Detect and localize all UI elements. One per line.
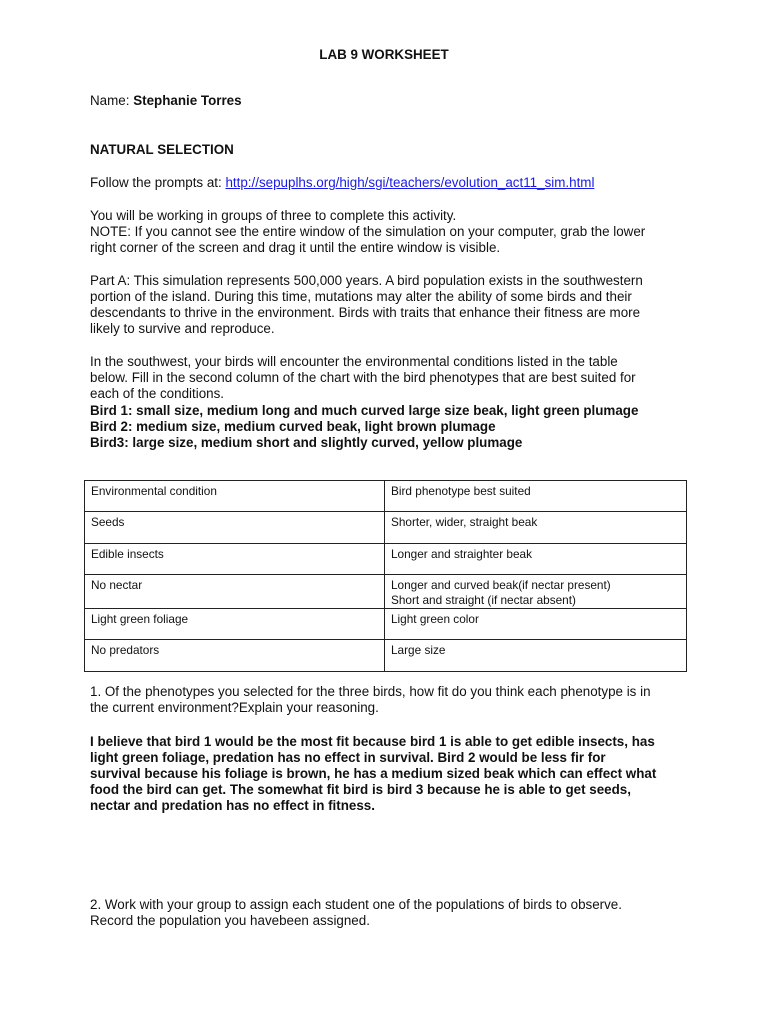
- question-2-line-2: Record the population you havebeen assigned.: [90, 913, 370, 928]
- prompt-label: Follow the prompts at:: [90, 175, 222, 190]
- name-label: Name:: [90, 93, 130, 108]
- answer-1-line-5: nectar and predation has no effect in fitness.: [90, 798, 375, 813]
- part-a-line-1: Part A: This simulation represents 500,000 years. A bird population exists in the southwestern: [90, 273, 643, 288]
- answer-1-line-4: food the bird can get. The somewhat fit bird is bird 3 because he is able to get seeds,: [90, 782, 631, 797]
- section-heading: NATURAL SELECTION: [90, 142, 234, 157]
- condition-cell: No predators: [85, 640, 385, 672]
- table-row: [85, 544, 687, 575]
- bird-1-description: Bird 1: small size, medium long and much curved large size beak, light green plumage: [90, 403, 639, 418]
- condition-cell: Edible insects: [85, 544, 385, 575]
- question-1-line-1: 1. Of the phenotypes you selected for the three birds, how fit do you think each phenotype is in: [90, 684, 651, 699]
- part-a-line-3: descendants to thrive in the environment. Birds with traits that enhance their fitness are more: [90, 305, 641, 320]
- intro-line-1: You will be working in groups of three to complete this activity.: [90, 208, 457, 223]
- instructions-line-2: below. Fill in the second column of the chart with the bird phenotypes that are best suited for: [90, 370, 636, 385]
- answer-1-line-1: I believe that bird 1 would be the most fit because bird 1 is able to get edible insects, has: [90, 734, 655, 749]
- name-line: [90, 93, 242, 109]
- intro-line-3: right corner of the screen and drag it until the entire window is visible.: [90, 240, 501, 255]
- part-a-line-4: likely to survive and reproduce.: [90, 321, 275, 336]
- phenotype-line: Longer and curved beak(if nectar present): [391, 578, 611, 592]
- table-row: [85, 512, 687, 544]
- answer-1-line-2: light green foliage, predation has no effect in survival. Bird 2 would be less fir for: [90, 750, 606, 765]
- question-1-line-2: the current environment?Explain your reasoning.: [90, 700, 379, 715]
- table-row: [85, 575, 687, 609]
- worksheet-title: LAB 9 WORKSHEET: [319, 47, 449, 62]
- condition-cell: Seeds: [85, 512, 385, 544]
- table-header-row: [85, 481, 687, 512]
- instructions-line-3: each of the conditions.: [90, 386, 224, 401]
- condition-cell: No nectar: [85, 575, 385, 609]
- student-name: Stephanie Torres: [133, 93, 242, 108]
- header-phenotype: Bird phenotype best suited: [385, 481, 687, 512]
- simulation-link[interactable]: http://sepuplhs.org/high/sgi/teachers/evolution_act11_sim.html: [225, 175, 595, 190]
- phenotype-cell: Large size: [385, 640, 687, 672]
- prompt-line: [90, 175, 594, 191]
- answer-1-line-3: survival because his foliage is brown, he has a medium sized beak which can effect what: [90, 766, 657, 781]
- intro-line-2: NOTE: If you cannot see the entire window of the simulation on your computer, grab the lower: [90, 224, 646, 239]
- phenotype-cell: Longer and straighter beak: [385, 544, 687, 575]
- phenotype-cell: [385, 575, 687, 609]
- bird-3-description: Bird3: large size, medium short and slightly curved, yellow plumage: [90, 435, 523, 450]
- instructions-line-1: In the southwest, your birds will encounter the environmental conditions listed in the table: [90, 354, 618, 369]
- header-condition: Environmental condition: [85, 481, 385, 512]
- phenotype-cell: Light green color: [385, 609, 687, 640]
- conditions-table: [84, 480, 687, 672]
- bird-2-description: Bird 2: medium size, medium curved beak, light brown plumage: [90, 419, 496, 434]
- phenotype-line: Short and straight (if nectar absent): [391, 593, 576, 607]
- table-row: [85, 609, 687, 640]
- question-2-line-1: 2. Work with your group to assign each student one of the populations of birds to observe.: [90, 897, 622, 912]
- condition-cell: Light green foliage: [85, 609, 385, 640]
- phenotype-cell: Shorter, wider, straight beak: [385, 512, 687, 544]
- part-a-line-2: portion of the island. During this time, mutations may alter the ability of some birds and their: [90, 289, 632, 304]
- table-row: [85, 640, 687, 672]
